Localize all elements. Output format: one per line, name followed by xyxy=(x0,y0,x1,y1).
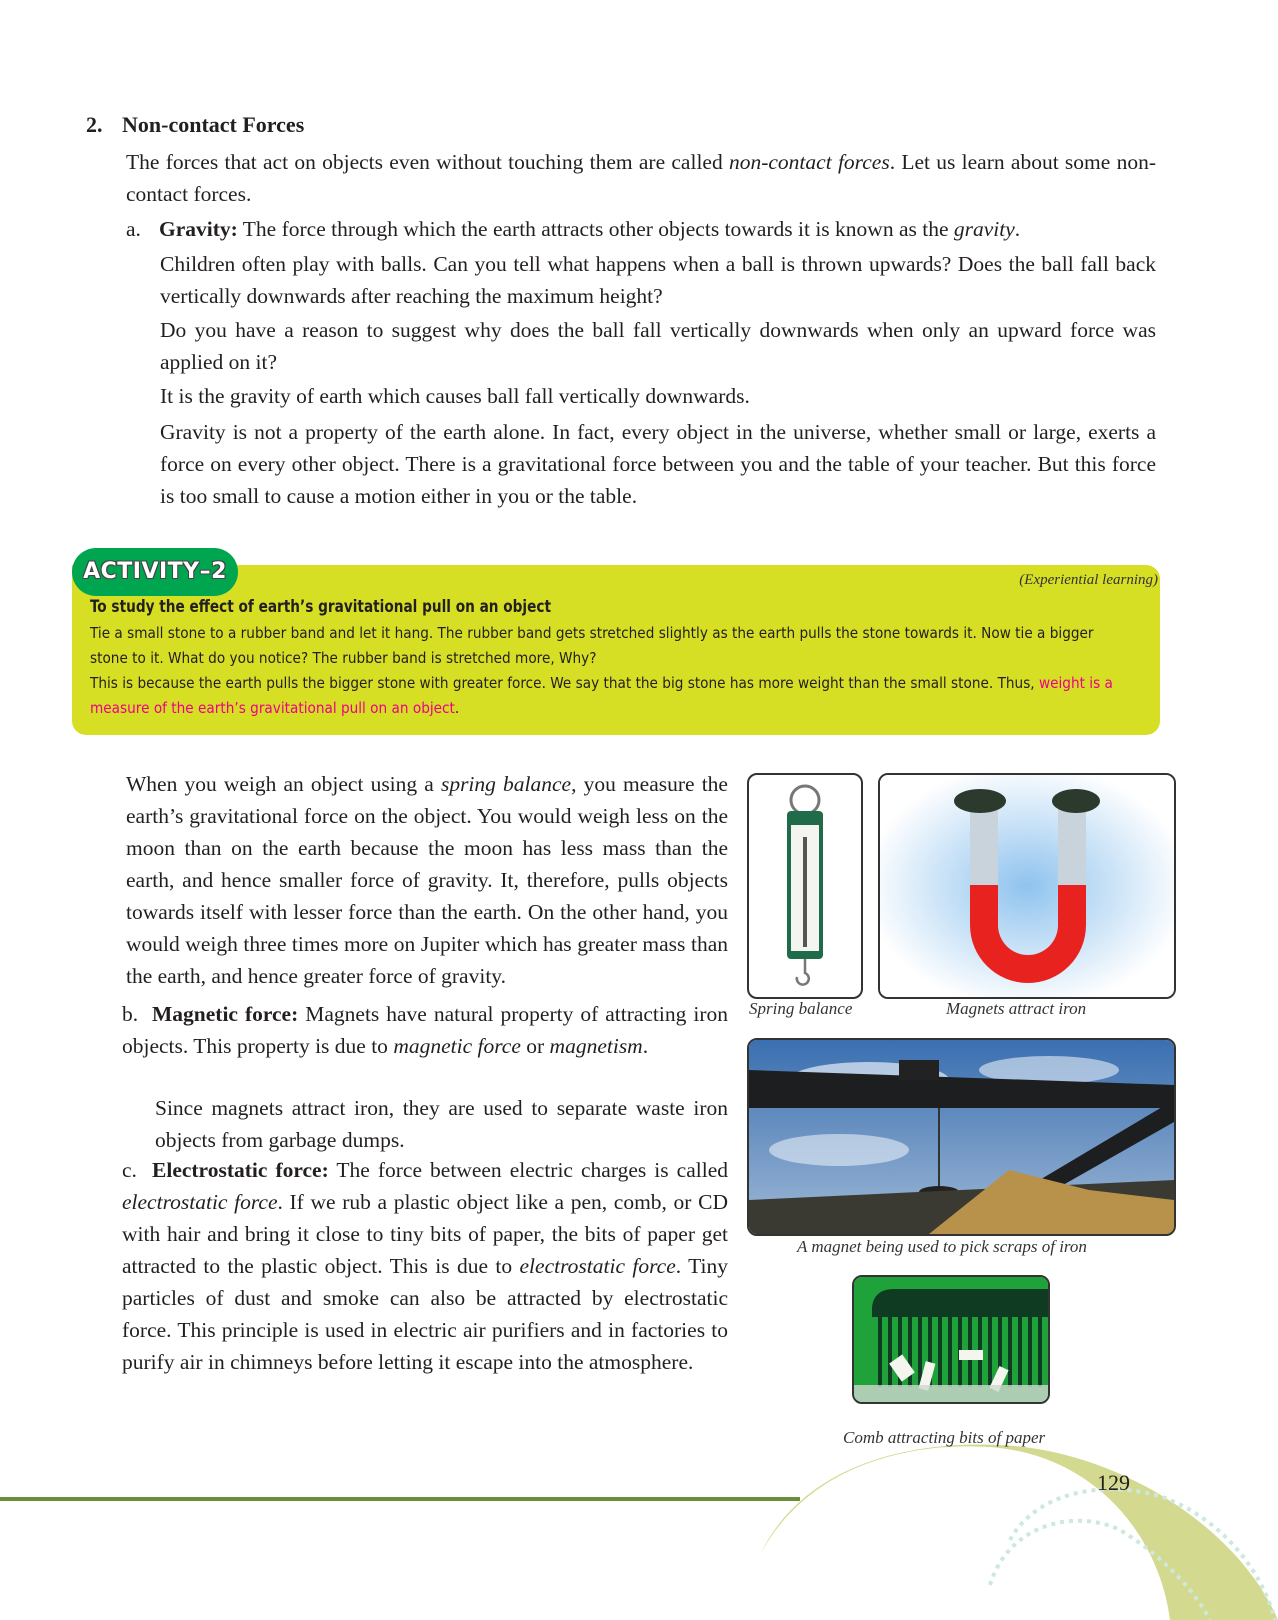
activity-line: Tie a small stone to a rubber band and let it hang. The rubber band gets stretched slightly as the earth pulls the stone towards it. Now tie a bigger xyxy=(90,624,1094,642)
gravity-term: gravity xyxy=(953,217,1015,241)
intro-paragraph xyxy=(126,146,1156,210)
activity-tag: (Experiential learning) xyxy=(1019,572,1158,588)
magnetism-term: magnetism xyxy=(549,1034,643,1058)
activity-line: stone to it. What do you notice? The rubber band is stretched more, Why? xyxy=(90,649,597,667)
electro-term: electrostatic force xyxy=(122,1190,278,1214)
activity-tab: ACTIVITY–2 xyxy=(72,548,238,596)
magnetic-text: Magnets have natural property of attracting iron objects. This property is due to xyxy=(122,1002,728,1058)
gravity-p4: Gravity is not a property of the earth alone. In fact, every object in the universe, whether small or large, exerts a force on every other object. There is a gravitational force between you and the table of your teacher. But this force is too small to cause a motion either in you or the table. xyxy=(160,420,1156,508)
intro-text: The forces that act on objects even without touching them are called xyxy=(126,150,729,174)
footer-rule xyxy=(0,1497,800,1501)
electro-term: electrostatic force xyxy=(519,1254,676,1278)
activity-line xyxy=(90,671,1146,696)
crane-caption: A magnet being used to pick scraps of iron xyxy=(797,1237,1087,1256)
magnet-caption: Magnets attract iron xyxy=(946,999,1087,1018)
gravity-p2: Do you have a reason to suggest why does the ball fall vertically downwards when only an upward force was applied on it? xyxy=(160,318,1156,374)
activity-line xyxy=(90,696,1146,721)
magnetic-text: or xyxy=(520,1034,550,1058)
intro-text-end: . Let us learn about some non-contact forces. xyxy=(126,150,1156,206)
magnetic-text-end: . xyxy=(642,1034,649,1058)
magnetic-term: magnetic force xyxy=(393,1034,521,1058)
item-marker: a. xyxy=(126,217,141,241)
spring-term: spring balance xyxy=(440,772,572,796)
section-number: 2. xyxy=(86,112,103,137)
activity-text: This is because the earth pulls the bigger stone with greater force. We say that the big stone has more weight than the small stone. Thus, xyxy=(90,674,1039,692)
electro-text: . If we rub a plastic object like a pen, comb, or CD with hair and bring it close to tiny bits of paper, the bits of paper get attracted to the plastic object. This is due to xyxy=(122,1190,728,1278)
crane-magnet-image xyxy=(747,1038,1176,1236)
activity-text: . xyxy=(454,699,460,717)
magnetic-p2: Since magnets attract iron, they are used to separate waste iron objects from garbage dumps. xyxy=(155,1096,728,1152)
activity-body xyxy=(90,621,1146,721)
activity-title: To study the effect of earth’s gravitational pull on an object xyxy=(90,597,552,616)
comb-image xyxy=(852,1275,1050,1404)
gravity-definition xyxy=(126,213,1156,245)
gravity-p1: Children often play with balls. Can you tell what happens when a ball is thrown upwards? Does the ball fall back vertically downwards after reaching the maximum height? xyxy=(160,252,1156,308)
section-title: Non-contact Forces xyxy=(122,112,305,137)
section-heading xyxy=(86,112,304,138)
magnetic-paragraph xyxy=(122,998,728,1062)
horseshoe-magnet-image xyxy=(878,773,1176,999)
item-marker: c. xyxy=(122,1158,137,1182)
gravity-label: Gravity: xyxy=(159,217,238,241)
intro-term: non-contact forces xyxy=(728,150,890,174)
gravity-p3: It is the gravity of earth which causes ball fall vertically downwards. xyxy=(160,384,750,408)
activity-highlight: measure of the earth’s gravitational pull on an object xyxy=(90,699,455,717)
gravity-def: The force through which the earth attracts other objects towards it is known as the xyxy=(237,217,954,241)
electro-text: The force between electric charges is called xyxy=(328,1158,728,1182)
spring-balance-paragraph xyxy=(126,768,728,992)
electrostatic-label: Electrostatic force: xyxy=(152,1158,329,1182)
electro-text-end: . Tiny particles of dust and smoke can also be attracted by electrostatic force. This principle is used in electric air purifiers and in factories to purify air in chimneys before letting it escape into the atmosphere. xyxy=(122,1254,728,1374)
spring-text: When you weigh an object using a xyxy=(126,772,441,796)
comb-caption: Comb attracting bits of paper xyxy=(843,1428,1046,1447)
spring-balance-caption: Spring balance xyxy=(749,999,853,1018)
spring-balance-image xyxy=(747,773,863,999)
magnetic-label: Magnetic force: xyxy=(152,1002,299,1026)
page-number: 129 xyxy=(1097,1470,1130,1495)
item-marker: b. xyxy=(122,1002,139,1026)
electrostatic-paragraph xyxy=(122,1154,728,1378)
spring-text-end: , you measure the earth’s gravitational force on the object. You would weigh less on the moon than on the earth because the moon has less mass than the earth, and hence smaller force of gravity. It, therefore, pulls objects towards itself with lesser force than the earth. On the other hand, you would weigh three times more on Jupiter which has greater mass than the earth, and hence greater force of gravity. xyxy=(126,772,728,988)
gravity-def-end: . xyxy=(1014,217,1021,241)
activity-highlight: weight is a xyxy=(1038,674,1113,692)
